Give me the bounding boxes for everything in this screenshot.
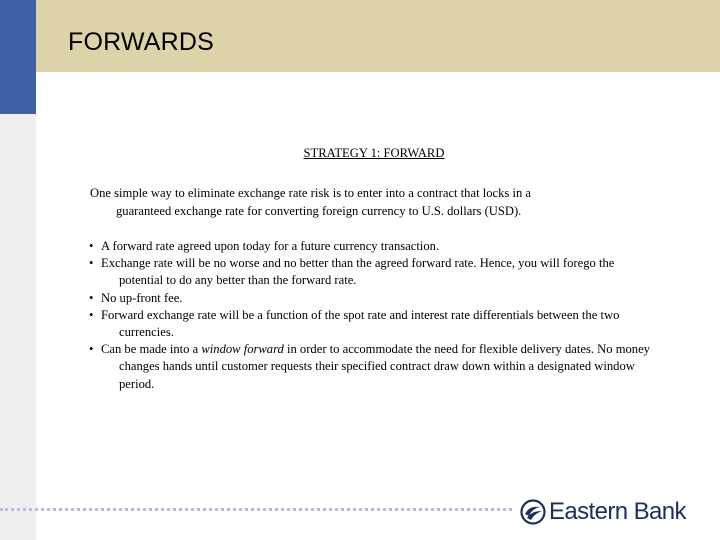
slide-title: FORWARDS bbox=[68, 28, 215, 56]
bullet-item bbox=[89, 341, 654, 393]
bullet-item bbox=[89, 238, 654, 255]
strategy-subtitle: STRATEGY 1: FORWARD bbox=[303, 146, 445, 160]
bullet-item bbox=[89, 290, 654, 307]
eastern-bank-logo bbox=[520, 496, 686, 528]
bullet-text-after: in order to accommodate the need for flexible delivery dates. No money changes hands until customer requests their specified contract draw down within a designated window period. bbox=[119, 342, 650, 391]
left-side-strip bbox=[0, 114, 36, 540]
bullet-text: Forward exchange rate will be a function of the spot rate and interest rate differentials between the two currencies. bbox=[101, 307, 620, 340]
intro-line-1: One simple way to eliminate exchange rate risk is to enter into a contract that locks in a bbox=[90, 186, 531, 200]
bullet-text-before: Can be made into a bbox=[101, 342, 202, 357]
bullet-marker: • bbox=[89, 342, 94, 357]
footer-dotted-divider bbox=[0, 508, 512, 511]
left-accent-bar bbox=[0, 0, 36, 114]
bullet-list bbox=[89, 238, 654, 393]
bullet-text: Exchange rate will be no worse and no better than the agreed forward rate. Hence, you will forego the potential to do any better than the forward rate. bbox=[101, 256, 615, 288]
bullet-marker: • bbox=[89, 290, 94, 305]
bullet-text: A forward rate agreed upon today for a future currency transaction. bbox=[101, 239, 440, 253]
bullet-text-italic: window forward bbox=[201, 342, 284, 357]
bullet-marker: • bbox=[89, 239, 94, 253]
logo-text: Eastern Bank bbox=[549, 498, 686, 525]
intro-line-2: guaranteed exchange rate for converting foreign currency to U.S. dollars (USD). bbox=[116, 204, 522, 218]
bullet-text: No up-front fee. bbox=[101, 290, 183, 305]
eastern-bank-emblem-icon bbox=[520, 499, 546, 525]
bullet-item bbox=[89, 307, 654, 341]
intro-paragraph bbox=[90, 184, 638, 220]
bullet-marker: • bbox=[89, 307, 94, 322]
bullet-item bbox=[89, 255, 654, 289]
bullet-marker: • bbox=[89, 256, 94, 271]
